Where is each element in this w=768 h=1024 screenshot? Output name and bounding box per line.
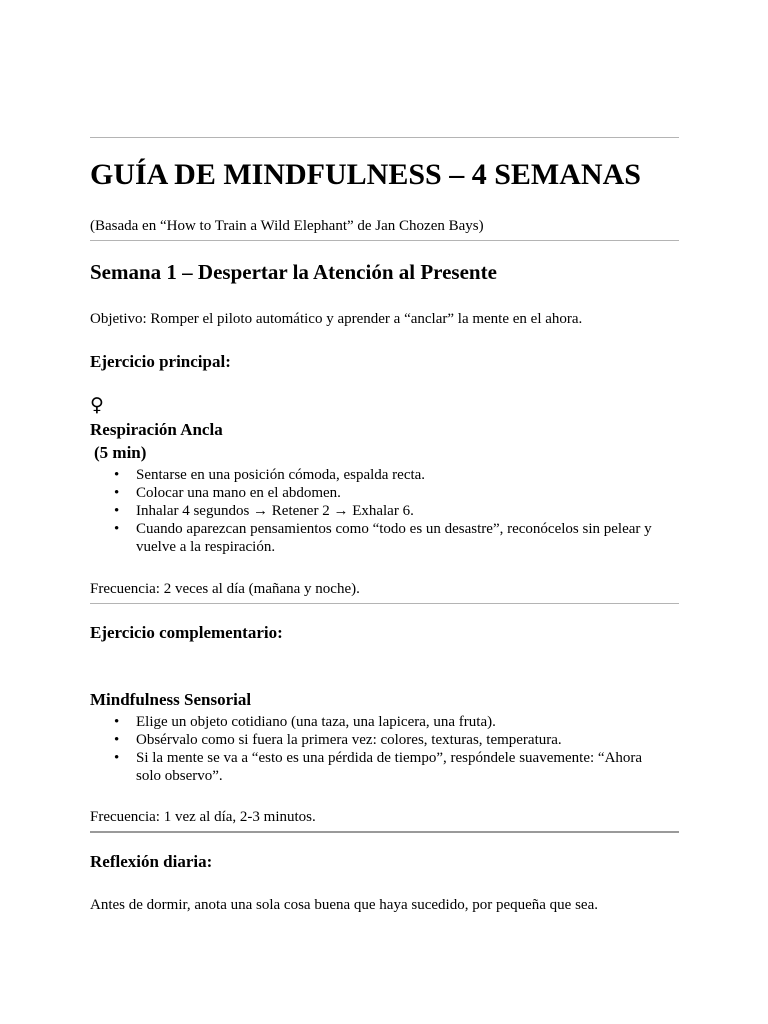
main-exercise-name: Respiración Ancla <box>90 420 223 439</box>
objective-text: Objetivo: Romper el piloto automático y aprender a “anclar” la mente en el ahora. <box>90 311 583 327</box>
document-subtitle: (Basada en “How to Train a Wild Elephant” de Jan Chozen Bays) <box>90 218 484 234</box>
reflection-divider <box>90 831 679 833</box>
list-item: • Si la mente se va a “esto es una pérdida de tiempo”, respóndele suavemente: “Ahora solo observo”. <box>90 749 666 785</box>
list-item: • Elige un objeto cotidiano (una taza, una lapicera, una fruta). <box>90 713 666 731</box>
reflection-heading: Reflexión diaria: <box>90 852 213 871</box>
list-item: • Obsérvalo como si fuera la primera vez: colores, texturas, temperatura. <box>90 731 666 749</box>
main-frequency: Frecuencia: 2 veces al día (mañana y noche). <box>90 581 360 597</box>
main-steps-list <box>90 466 666 556</box>
week-heading: Semana 1 – Despertar la Atención al Presente <box>90 260 497 284</box>
list-item: • Colocar una mano en el abdomen. <box>90 484 666 502</box>
reflection-text: Antes de dormir, anota una sola cosa buena que haya sucedido, por pequeña que sea. <box>90 897 598 913</box>
list-item: • Cuando aparezcan pensamientos como “todo es un desastre”, reconócelos sin pelear y vuelve a la respiración. <box>90 520 666 556</box>
top-divider <box>90 137 679 138</box>
section-divider <box>90 603 679 604</box>
complementary-steps-list <box>90 713 666 785</box>
subtitle-divider <box>90 240 679 241</box>
document-title: GUÍA DE MINDFULNESS – 4 SEMANAS <box>90 158 641 191</box>
main-exercise-heading: Ejercicio principal: <box>90 352 231 371</box>
main-exercise-duration: (5 min) <box>94 443 147 462</box>
complementary-heading: Ejercicio complementario: <box>90 623 283 642</box>
complementary-frequency: Frecuencia: 1 vez al día, 2-3 minutos. <box>90 809 316 825</box>
list-item: • Inhalar 4 segundos → Retener 2 → Exhalar 6. <box>90 502 666 520</box>
document-page <box>90 0 679 1024</box>
female-sign-icon: ♀ <box>90 394 104 416</box>
complementary-name: Mindfulness Sensorial <box>90 690 252 709</box>
list-item: • Sentarse en una posición cómoda, espalda recta. <box>90 466 666 484</box>
